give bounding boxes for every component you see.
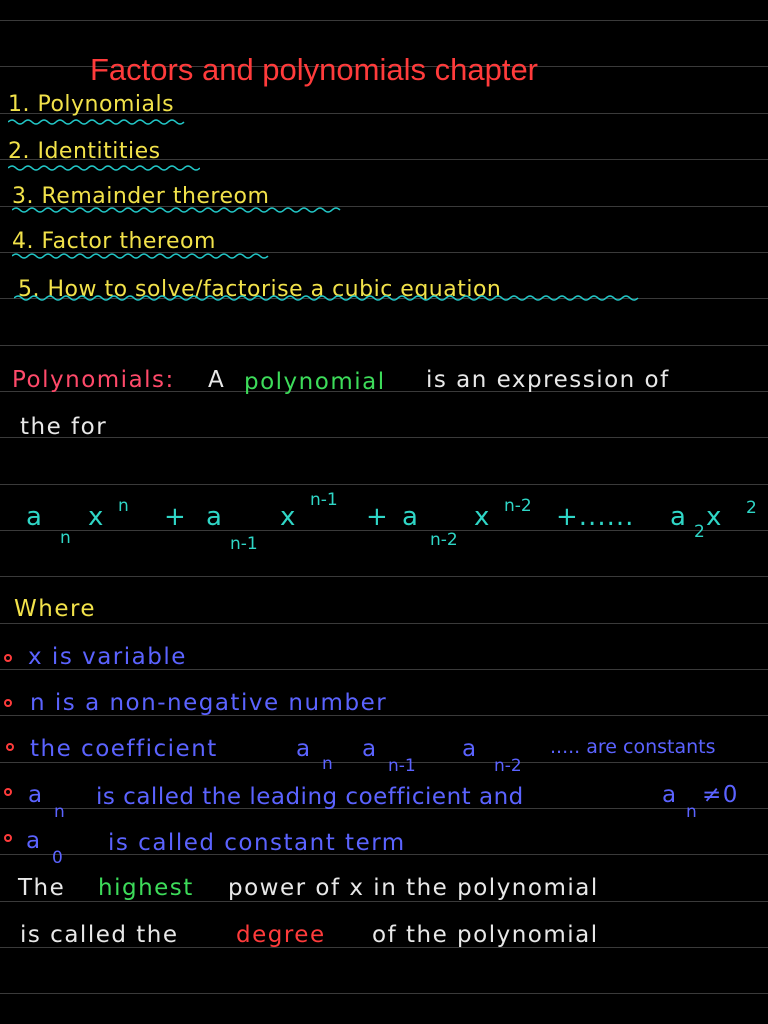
degree-highlight-highest: highest bbox=[98, 875, 194, 901]
wavy-underline bbox=[8, 118, 188, 126]
wavy-underline bbox=[14, 294, 644, 302]
formula-var: x bbox=[88, 502, 105, 532]
formula-plus: + bbox=[164, 502, 187, 532]
bullet-text: is called the leading coefficient and bbox=[96, 784, 524, 810]
toc-item-factor-theorem: 4. Factor thereom bbox=[12, 229, 216, 254]
bullet-variable: x is variable bbox=[28, 644, 187, 670]
wavy-underline bbox=[12, 252, 274, 260]
formula-sub: 2 bbox=[694, 522, 705, 542]
toc-item-polynomials: 1. Polynomials bbox=[8, 92, 175, 117]
formula-exp: n bbox=[118, 496, 129, 516]
bullet-dot bbox=[4, 834, 12, 842]
bullet-text: ..... are constants bbox=[550, 736, 716, 758]
definition-rest: is an expression of bbox=[426, 367, 670, 393]
coef-a: a bbox=[26, 828, 42, 854]
rule-line bbox=[0, 762, 768, 763]
coef-sub: 0 bbox=[52, 848, 63, 868]
formula-sub: n-1 bbox=[230, 534, 258, 554]
coef-sub: n-1 bbox=[388, 756, 416, 776]
rule-line bbox=[0, 901, 768, 902]
bullet-dot bbox=[4, 788, 12, 796]
coef-sub: n bbox=[322, 754, 333, 774]
toc-item-identities: 2. Identitities bbox=[8, 139, 161, 164]
coef-a: a bbox=[662, 782, 678, 808]
formula-coef: a bbox=[26, 502, 43, 532]
coef-sub: n bbox=[54, 802, 65, 822]
formula-coef: a bbox=[206, 502, 223, 532]
bullet-non-negative: n is a non-negative number bbox=[30, 690, 388, 716]
formula-sub: n-2 bbox=[430, 530, 458, 550]
formula-plus: +...... bbox=[556, 502, 635, 532]
degree-text: of the polynomial bbox=[372, 922, 599, 948]
rule-line bbox=[0, 437, 768, 438]
rule-line bbox=[0, 623, 768, 624]
degree-text: power of x in the polynomial bbox=[228, 875, 599, 901]
bullet-dot bbox=[4, 699, 12, 707]
degree-text: The bbox=[18, 875, 66, 901]
coef-sub: n-2 bbox=[494, 756, 522, 776]
wavy-underline bbox=[8, 164, 200, 172]
toc-item-remainder-theorem: 3. Remainder thereom bbox=[12, 184, 270, 209]
formula-plus: + bbox=[366, 502, 389, 532]
formula-coef: a bbox=[670, 502, 687, 532]
rule-line bbox=[0, 20, 768, 21]
degree-highlight-degree: degree bbox=[236, 922, 326, 948]
formula-var: x bbox=[474, 502, 491, 532]
coef-a: a bbox=[28, 782, 44, 808]
rule-line bbox=[0, 484, 768, 485]
formula-var: x bbox=[280, 502, 297, 532]
rule-line bbox=[0, 993, 768, 994]
degree-text: is called the bbox=[20, 922, 179, 948]
definition-line2: the for bbox=[20, 414, 108, 440]
coef-sub: n bbox=[686, 802, 697, 822]
rule-line bbox=[0, 345, 768, 346]
definition-highlight: polynomial bbox=[244, 369, 386, 395]
formula-coef: a bbox=[402, 502, 419, 532]
formula-exp: n-2 bbox=[504, 496, 532, 516]
bullet-dot bbox=[6, 743, 14, 751]
coef-a: a bbox=[362, 736, 378, 762]
where-label: Where bbox=[14, 596, 97, 622]
coef-a: a bbox=[462, 736, 478, 762]
formula-sub: n bbox=[60, 528, 71, 548]
bullet-text: the coefficient bbox=[30, 736, 218, 762]
definition-word-a: A bbox=[208, 367, 226, 393]
coef-a: a bbox=[296, 736, 312, 762]
formula-var: x bbox=[706, 502, 723, 532]
toc-item-cubic-equation: 5. How to solve/factorise a cubic equation bbox=[18, 277, 502, 302]
definition-term: Polynomials: bbox=[12, 367, 175, 393]
formula-exp: n-1 bbox=[310, 490, 338, 510]
formula-exp: 2 bbox=[746, 498, 757, 518]
bullet-dot bbox=[4, 654, 12, 662]
wavy-underline bbox=[12, 206, 342, 214]
rule-line bbox=[0, 576, 768, 577]
bullet-text: is called constant term bbox=[108, 830, 406, 856]
page-title: Factors and polynomials chapter bbox=[90, 52, 539, 87]
bullet-text: ≠0 bbox=[702, 782, 739, 808]
